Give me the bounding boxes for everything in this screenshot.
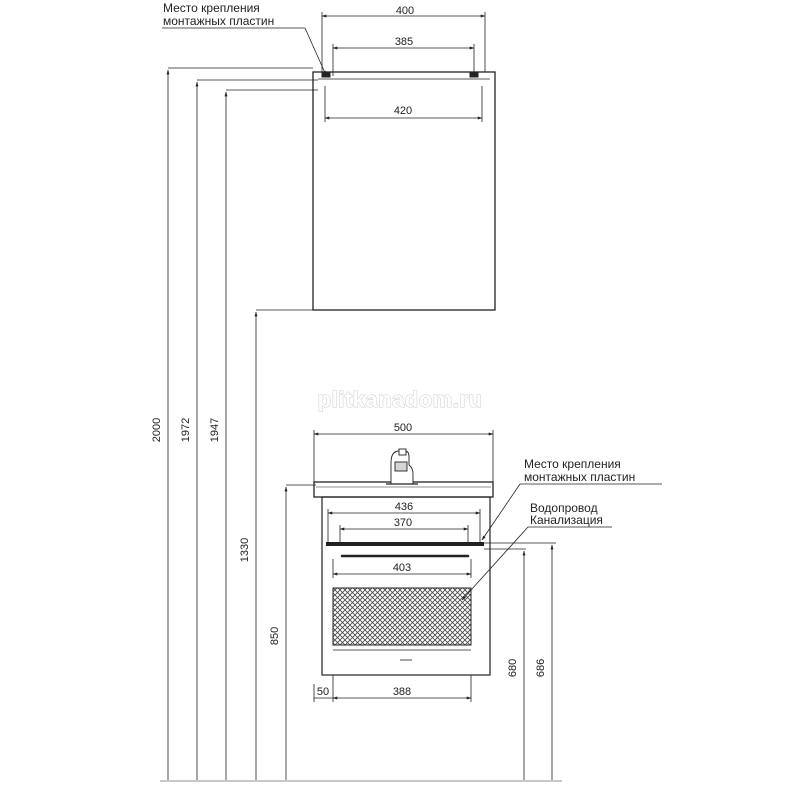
dim-label-420: 420 [393,105,413,117]
dim-label-500: 500 [393,422,413,434]
dim-label-680: 680 [507,658,519,678]
dim-mirror-plate-spacing [333,44,474,76]
dim-label-686: 686 [535,658,547,678]
pipe-callout-line1: Водопровод [530,501,598,515]
dim-label-1972: 1972 [180,417,192,443]
dim-label-400: 400 [395,5,415,17]
watermark: plitkanadom.ru [317,387,483,412]
cabinet-mount-plate [326,542,484,546]
dim-label-1330: 1330 [239,537,251,563]
dim-label-403: 403 [392,562,412,574]
pipe-callout-leader [462,527,612,600]
faucet [386,449,418,484]
vanity-mount-callout-line1: Место крепления [524,457,621,471]
vanity-mount-callout-line2: монтажных пластин [524,470,636,484]
dim-label-385: 385 [394,36,414,48]
dim-label-436: 436 [394,501,414,513]
dim-label-370: 370 [393,517,413,529]
dim-label-388: 388 [392,686,412,698]
pipe-access-panel [333,588,471,645]
dim-label-50: 50 [316,686,330,698]
mirror-mount-callout-line1: Место крепления [163,1,260,15]
dim-label-2000: 2000 [151,417,163,443]
dim-label-850: 850 [269,626,281,646]
dim-label-1947: 1947 [209,417,221,443]
mirror-mount-callout-line2: монтажных пластин [163,14,275,28]
pipe-callout-line2: Канализация [530,513,603,527]
